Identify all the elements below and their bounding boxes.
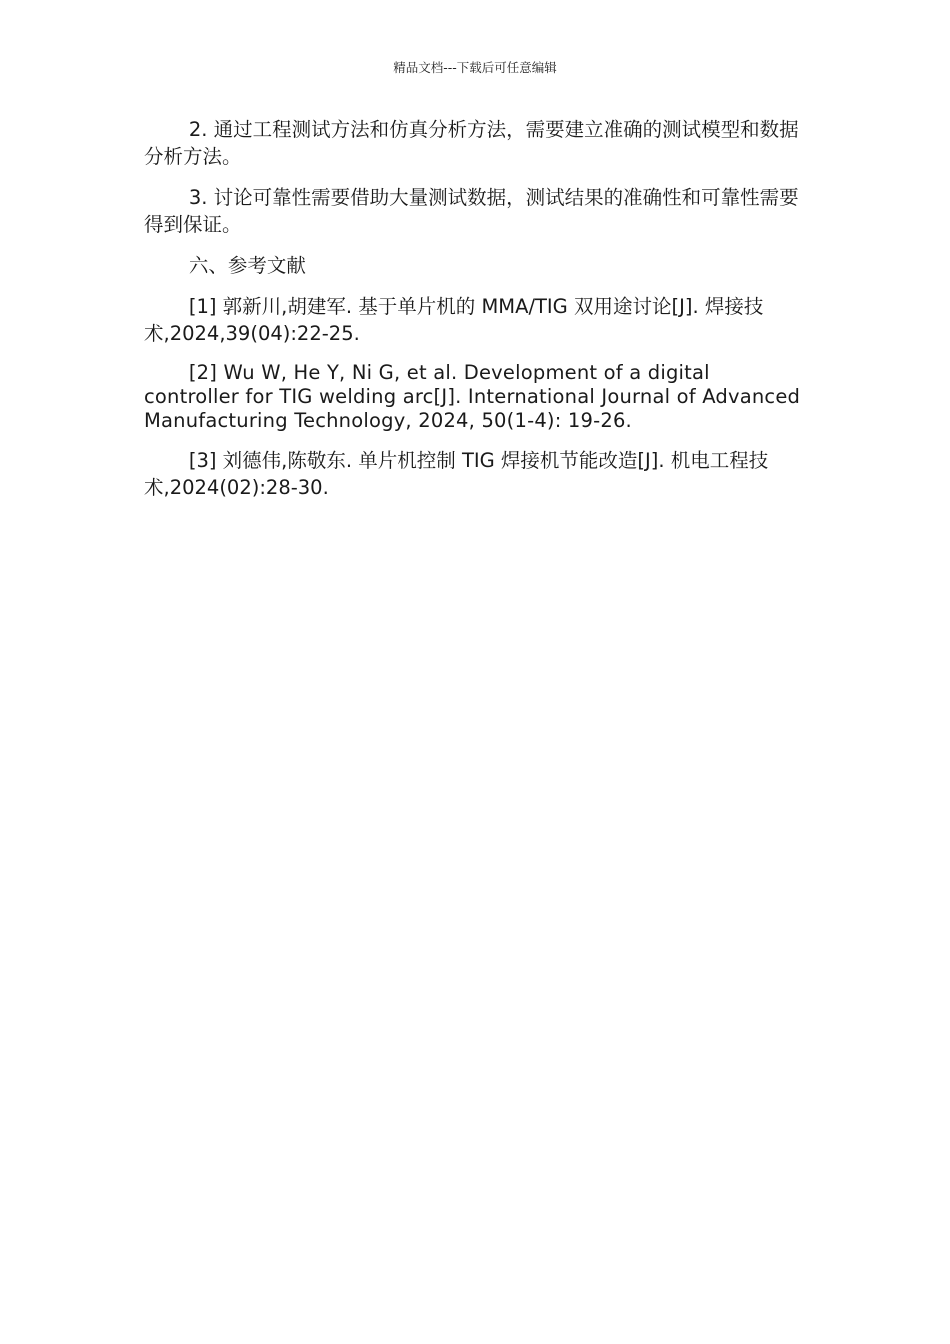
reference-3: [3] 刘德伟,陈敬东. 单片机控制 TIG 焊接机节能改造[J]. 机电工程技术,2024(02):28-30.: [144, 449, 769, 499]
paragraph-item-3: 3. 讨论可靠性需要借助大量测试数据，测试结果的准确性和可靠性需要得到保证。: [144, 186, 799, 236]
reference-1: [1] 郭新川,胡建军. 基于单片机的 MMA/TIG 双用途讨论[J]. 焊接技术,2024,39(04):22-25.: [144, 295, 764, 345]
paragraph-item-2: 2. 通过工程测试方法和仿真分析方法，需要建立准确的测试模型和数据分析方法。: [144, 118, 799, 168]
page-header: 精品文档---下载后可任意编辑: [393, 60, 557, 75]
document-body: [144, 116, 804, 515]
section-heading-references: 六、参考文献: [188, 254, 306, 277]
reference-2: [2] Wu W, He Y, Ni G, et al. Development of a digital controller for TIG welding arc[J]. International Journal of Advanced Manufacturing Technology, 2024, 50(1-4): 19-26.: [144, 361, 801, 432]
